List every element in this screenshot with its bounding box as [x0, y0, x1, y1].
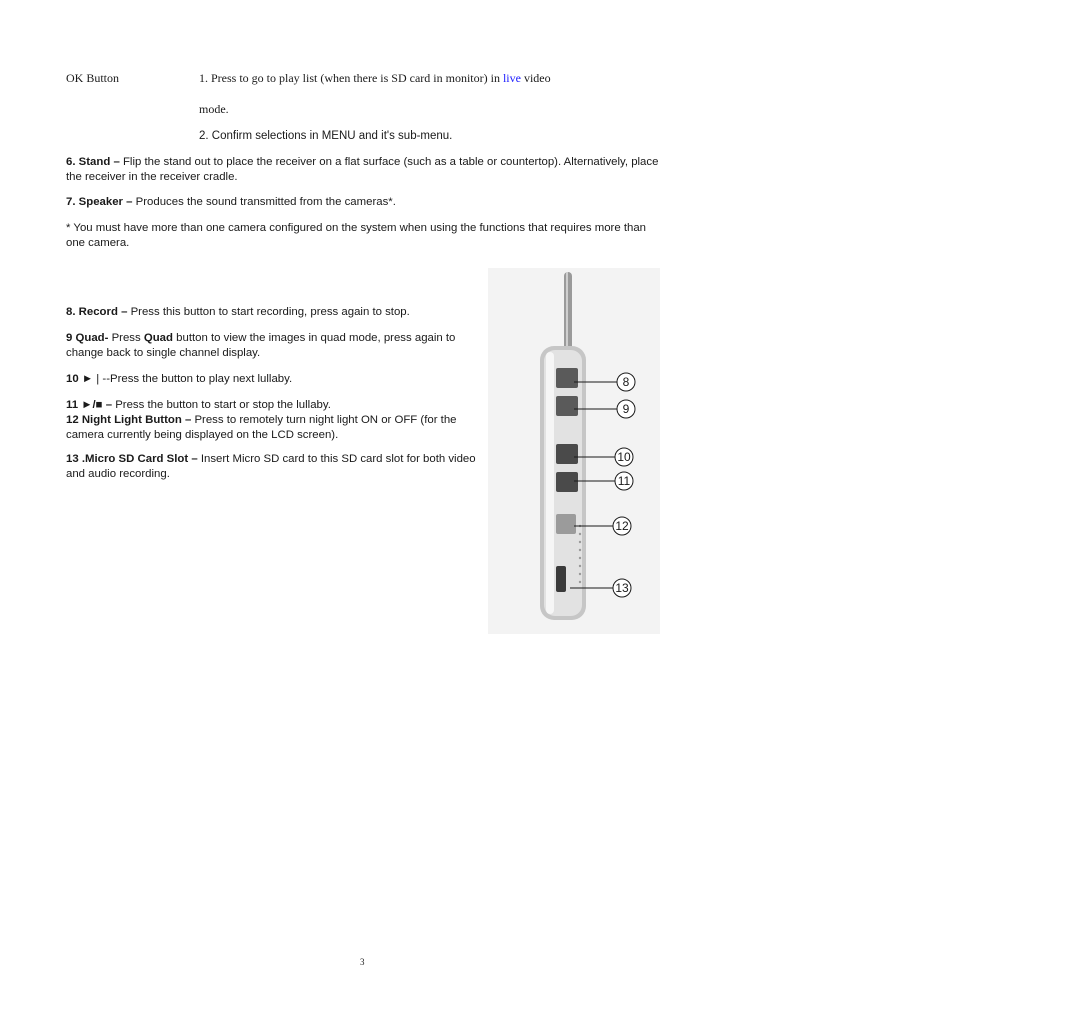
- ok-button-item-1-cont: mode.: [199, 102, 229, 116]
- section-stand: 6. Stand – Flip the stand out to place the receiver on a flat surface (such as a table or countertop). Alternatively, place the receiver in the receiver cradle.: [66, 156, 659, 183]
- callout-9: 9: [622, 402, 630, 416]
- live-word: live: [502, 71, 521, 85]
- callout-13: 13: [615, 581, 629, 595]
- ok-button-label: OK Button: [66, 71, 120, 85]
- quad-button-graphic: [556, 396, 578, 416]
- section-micro-sd: 13 .Micro SD Card Slot – Insert Micro SD card to this SD card slot for both video and audio recording.: [66, 453, 476, 480]
- play-stop-button-graphic: [556, 472, 578, 492]
- footnote: * You must have more than one camera configured on the system when using the functions that requires more than one camera.: [66, 222, 646, 249]
- section-record: 8. Record – Press this button to start recording, press again to stop.: [66, 306, 410, 318]
- section-speaker: 7. Speaker – Produces the sound transmitted from the cameras*.: [66, 196, 396, 208]
- section-play-stop-night-light: 11 ►/■ – Press the button to start or stop the lullaby. 12 Night Light Button – Press to remotely turn night light ON or OFF (for the camera currently being displayed on the LCD screen).: [66, 399, 457, 441]
- callout-11: 11: [617, 474, 631, 488]
- page-number: 3: [360, 957, 365, 967]
- next-button-graphic: [556, 444, 578, 464]
- ok-button-item-1: 1. Press to go to play list (when there is SD card in monitor) in live video: [199, 71, 551, 85]
- sd-slot-graphic: [556, 566, 566, 592]
- record-button-graphic: [556, 368, 578, 388]
- section-next: 10 ► | --Press the button to play next lullaby.: [66, 373, 293, 385]
- receiver-side-figure: [488, 268, 660, 634]
- callout-8: 8: [622, 375, 630, 389]
- ok-button-item-2: 2. Confirm selections in MENU and it's sub-menu.: [199, 130, 453, 142]
- night-light-button-graphic: [556, 514, 576, 534]
- callout-12: 12: [615, 519, 629, 533]
- callout-10: 10: [617, 450, 631, 464]
- section-quad: 9 Quad- Press Quad button to view the images in quad mode, press again to change back to single channel display.: [66, 332, 456, 359]
